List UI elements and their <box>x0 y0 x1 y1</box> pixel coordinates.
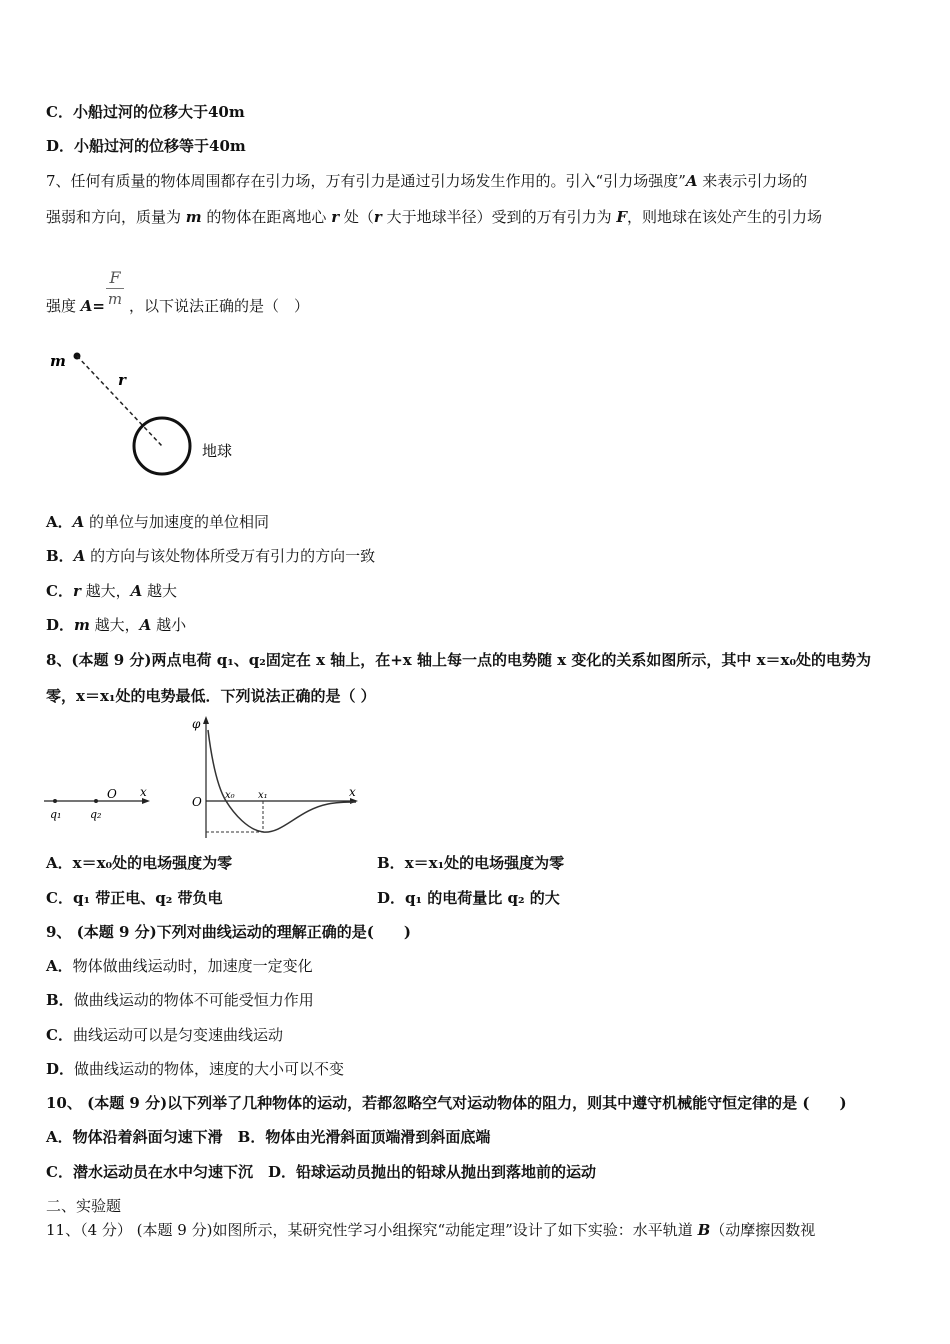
origin-label: O <box>192 795 202 809</box>
q8-option-a <box>46 853 232 873</box>
q7-stem-line1 <box>46 171 807 191</box>
var-r: r <box>373 208 382 226</box>
x0-label: x₀ <box>225 790 235 801</box>
q2-label: q₂ <box>90 808 102 821</box>
option-value: 40m <box>209 137 246 155</box>
q7-earth-figure <box>40 340 260 480</box>
option-label: C． <box>46 582 73 600</box>
text: 处（ <box>339 208 374 226</box>
x-label: x <box>140 785 147 799</box>
x1-label: x₁ <box>258 790 268 801</box>
option-text: 越大， <box>89 616 140 634</box>
option-text: q₁ 带正电、q₂ 带负电 <box>72 889 223 907</box>
fraction-numerator: F <box>109 268 121 287</box>
option-text: 物体做曲线运动时，加速度一定变化 <box>72 957 313 975</box>
q8-stem-line2: 零，x＝x₁处的电势最低．下列说法正确的是（ ） <box>46 687 376 705</box>
var-a: A <box>73 547 86 565</box>
earth-label: 地球 <box>202 442 233 460</box>
fraction-denominator: m <box>107 290 123 308</box>
q9-option-d <box>46 1059 344 1079</box>
mass-label: m <box>50 352 66 370</box>
text: （动摩擦因数视 <box>710 1221 816 1239</box>
q9-option-c <box>46 1025 283 1045</box>
option-text: 越大 <box>142 582 178 600</box>
q10-options-row2: C．潜水运动员在水中匀速下沉 D．铅球运动员抛出的铅球从抛出到落地前的运动 <box>46 1163 596 1181</box>
q8-charges-figure <box>40 780 160 825</box>
q2-dot <box>94 799 98 803</box>
r-label: r <box>118 371 126 389</box>
q9-option-b <box>46 990 314 1010</box>
option-text: 的单位与加速度的单位相同 <box>84 513 270 531</box>
option-text: 越大， <box>80 582 131 600</box>
q9-option-a <box>46 956 313 976</box>
var-a: A <box>80 297 93 315</box>
distance-line <box>77 356 162 446</box>
option-label: C． <box>46 103 73 121</box>
var-a: A <box>685 172 698 190</box>
q8-potential-graph <box>188 712 363 842</box>
text: ，以下说法正确的是（ ） <box>129 297 310 315</box>
var-b: B <box>697 1221 711 1239</box>
var-a: A <box>130 582 143 600</box>
option-text: 越小 <box>151 616 187 634</box>
text: 的物体在距离地心 <box>201 208 332 226</box>
text: 大于地球半径）受到的万有引力为 <box>381 208 617 226</box>
option-label: B． <box>377 854 405 872</box>
potential-curve <box>208 730 356 832</box>
text: 来表示引力场的 <box>697 172 808 190</box>
fraction-f-over-m <box>104 268 126 309</box>
text: 11、（4 分） (本题 9 分)如图所示，某研究性学习小组探究“动能定理”设计了如下实验：水平轨道 <box>46 1221 698 1239</box>
q10-options-row1: A．物体沿着斜面匀速下滑 B．物体由光滑斜面顶端滑到斜面底端 <box>46 1128 491 1146</box>
var-a: A <box>139 616 152 634</box>
option-text: 的方向与该处物体所受万有引力的方向一致 <box>85 547 376 565</box>
option-label: D． <box>46 616 75 634</box>
q7-option-a <box>46 512 269 532</box>
text: 强弱和方向，质量为 <box>46 208 186 226</box>
q7-option-c <box>46 581 177 601</box>
option-label: C． <box>46 889 73 907</box>
phi-axis-arrow <box>203 716 209 724</box>
option-text: x＝x₁处的电场强度为零 <box>404 854 565 872</box>
q6-option-d <box>46 136 246 156</box>
option-text: 曲线运动可以是匀变速曲线运动 <box>72 1026 283 1044</box>
text: 7、任何有质量的物体周围都存在引力场，万有引力是通过引力场发生作用的。引入“引力场强度” <box>46 172 686 190</box>
q7-option-b <box>46 546 375 566</box>
q7-stem-line2 <box>46 207 822 227</box>
phi-label: φ <box>192 717 201 731</box>
option-text: 做曲线运动的物体，速度的大小可以不变 <box>74 1060 345 1078</box>
option-label: D． <box>46 137 75 155</box>
option-label: A． <box>46 957 73 975</box>
var-m: m <box>74 616 90 634</box>
q9-stem: 9、 (本题 9 分)下列对曲线运动的理解正确的是( ) <box>46 923 411 941</box>
q10-stem: 10、 (本题 9 分)以下列举了几种物体的运动，若都忽略空气对运动物体的阻力，则其中遵守机械能守恒定律的是 ( ) <box>46 1094 847 1112</box>
equals-sign: = <box>92 297 105 315</box>
q8-stem-line1: 8、(本题 9 分)两点电荷 q₁、q₂固定在 x 轴上，在+x 轴上每一点的电势随 x 变化的关系如图所示，其中 x＝x₀处的电势为 <box>46 651 872 669</box>
q8-option-c <box>46 888 223 908</box>
q8-option-d <box>377 888 560 908</box>
option-text: q₁ 的电荷量比 q₂ 的大 <box>405 889 560 907</box>
option-label: C． <box>46 1026 73 1044</box>
option-label: D． <box>377 889 406 907</box>
option-label: D． <box>46 1060 75 1078</box>
q8-option-b <box>377 853 564 873</box>
var-f: F <box>616 208 627 226</box>
var-a: A <box>72 513 85 531</box>
q6-option-c <box>46 102 245 122</box>
option-value: 40m <box>207 103 245 121</box>
option-text: 做曲线运动的物体不可能受恒力作用 <box>73 991 314 1009</box>
origin-label: O <box>107 787 117 801</box>
var-r: r <box>72 582 81 600</box>
text: ，则地球在该处产生的引力场 <box>627 208 823 226</box>
option-label: A． <box>46 513 73 531</box>
q1-label: q₁ <box>50 808 62 821</box>
option-text: x＝x₀处的电场强度为零 <box>72 854 233 872</box>
q11-stem-line1 <box>46 1220 815 1240</box>
q7-option-d <box>46 615 186 635</box>
x-label: x <box>349 785 356 799</box>
option-label: B． <box>46 547 74 565</box>
option-text: 小船过河的位移等于 <box>74 137 210 155</box>
option-label: A． <box>46 854 73 872</box>
var-m: m <box>185 208 202 226</box>
section-heading: 二、实验题 <box>46 1197 122 1215</box>
option-text: 小船过河的位移大于 <box>72 103 208 121</box>
q1-dot <box>53 799 57 803</box>
option-label: B． <box>46 991 74 1009</box>
var-r: r <box>331 208 340 226</box>
q7-stem-line3 <box>46 296 309 316</box>
text: 强度 <box>46 297 81 315</box>
